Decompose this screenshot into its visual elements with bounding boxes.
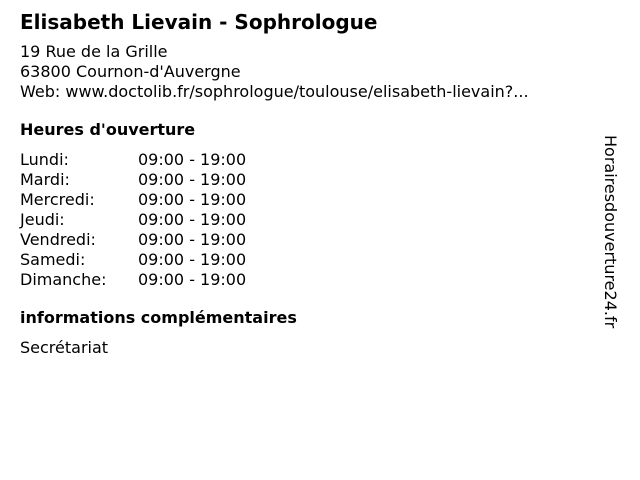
website-link[interactable]: Web: www.doctolib.fr/sophrologue/toulouse/elisabeth-lievain?... [20,82,529,101]
day-label: Lundi: [20,150,69,169]
opening-hours-row-monday [20,150,610,170]
opening-hours-row-saturday [20,250,610,270]
address-city: 63800 Cournon-d'Auvergne [20,62,241,81]
day-label: Dimanche: [20,270,107,289]
business-card [20,8,610,358]
opening-hours-heading: Heures d'ouverture [20,120,196,139]
additional-info-text: Secrétariat [20,338,109,357]
hours-value: 09:00 - 19:00 [138,270,247,289]
day-label: Mercredi: [20,190,95,209]
day-label: Vendredi: [20,230,96,249]
hours-value: 09:00 - 19:00 [138,170,247,189]
opening-hours-list [20,150,610,290]
day-label: Mardi: [20,170,70,189]
opening-hours-row-wednesday [20,190,610,210]
opening-hours-row-thursday [20,210,610,230]
hours-value: 09:00 - 19:00 [138,210,247,229]
hours-value: 09:00 - 19:00 [138,150,247,169]
business-title: Elisabeth Lievain - Sophrologue [20,10,378,34]
hours-value: 09:00 - 19:00 [138,230,247,249]
hours-value: 09:00 - 19:00 [138,190,247,209]
opening-hours-row-friday [20,230,610,250]
address-street: 19 Rue de la Grille [20,42,168,61]
opening-hours-row-tuesday [20,170,610,190]
day-label: Jeudi: [20,210,65,229]
site-label: Horairesdouverture24.fr [601,135,620,329]
hours-value: 09:00 - 19:00 [138,250,247,269]
day-label: Samedi: [20,250,86,269]
opening-hours-row-sunday [20,270,610,290]
additional-info-heading: informations complémentaires [20,308,297,327]
